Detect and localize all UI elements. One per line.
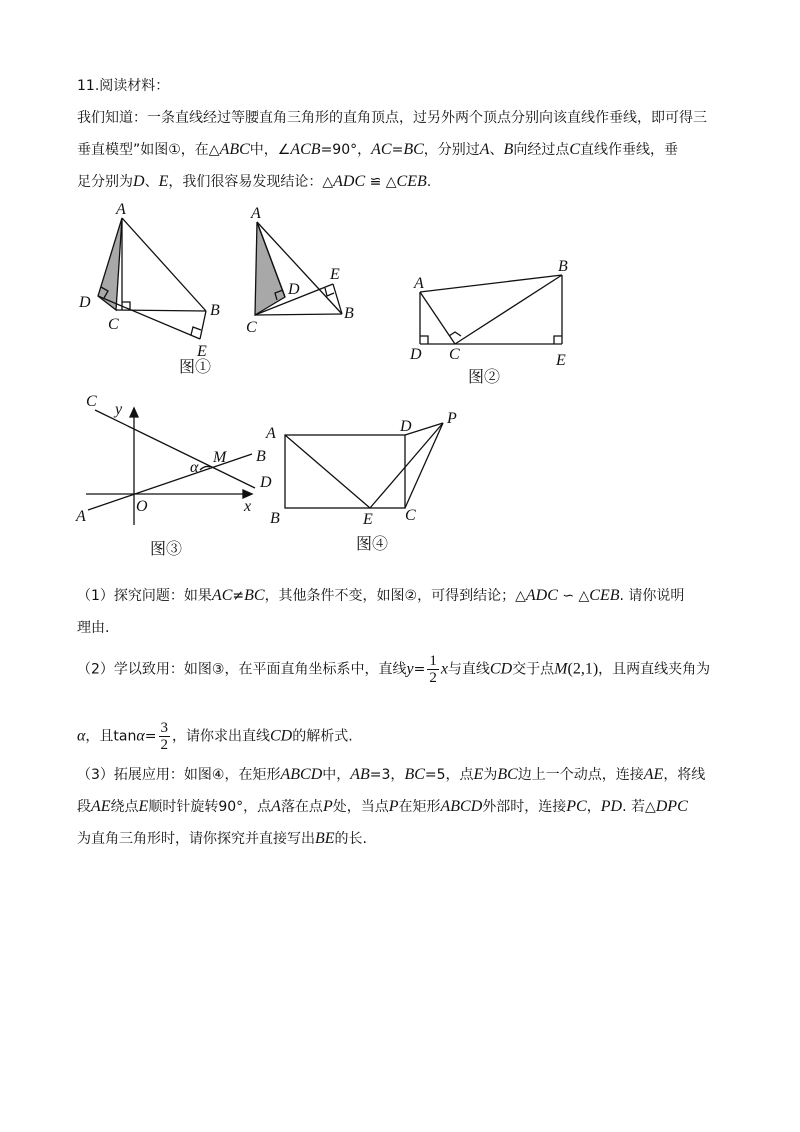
q1-line-2: 理由. <box>77 620 110 636</box>
fig3-label-d: D <box>260 474 272 491</box>
q2-line-1: （2）学以致用：如图③，在平面直角坐标系中，直线y= $\frac{1}{2}$ x与直线CD交于点M(2,1)，且两直线夹角为 <box>77 653 711 686</box>
fig3-label-x: x <box>244 498 252 515</box>
figure-4 <box>285 423 443 508</box>
q3-line-1: （3）拓展应用：如图④，在矩形ABCD中，AB=3，BC=5，点E为BC边上一个动点，连接AE，将线 <box>77 766 706 783</box>
fig3-label-a: A <box>76 508 86 525</box>
fig3-caption: 图③ <box>150 541 183 558</box>
fig1b-label-d: D <box>288 281 300 298</box>
fig3-label-c: C <box>86 393 97 410</box>
fig1b-label-a: A <box>251 205 261 222</box>
fig1b-label-b: B <box>344 305 354 322</box>
fig1-label-b: B <box>210 302 220 319</box>
figure-1b <box>255 222 342 315</box>
fig4-label-a: A <box>266 425 276 442</box>
fig3-label-alpha: α <box>190 459 199 476</box>
fig4-label-d: D <box>400 418 412 435</box>
fig2-label-a: A <box>414 275 424 292</box>
fig3-label-o: O <box>136 498 148 515</box>
fig4-label-e: E <box>363 511 373 528</box>
fig2-label-e: E <box>556 352 566 369</box>
intro-line-3: 足分别为D、E，我们很容易发现结论：△ADC ≌ △CEB. <box>77 173 432 190</box>
fig2-label-d: D <box>410 346 422 363</box>
fig4-caption: 图④ <box>356 536 389 553</box>
q2-line-2: α，且tanα= $\frac{3}{2}$ ，请你求出直线CD的解析式. <box>77 720 353 753</box>
fig1b-label-e: E <box>330 266 340 283</box>
fig4-label-p: P <box>447 410 457 427</box>
fig1-label-a: A <box>116 201 126 218</box>
intro-line-1: 我们知道：一条直线经过等腰直角三角形的直角顶点，过另外两个顶点分别向该直线作垂线，即可得三 <box>77 110 707 126</box>
fig2-label-c: C <box>449 346 460 363</box>
fig2-caption: 图② <box>468 369 501 386</box>
fig3-label-y: y <box>115 401 123 418</box>
intro-line-2: 垂直模型”如图①，在△ABC中，∠ACB=90°，AC=BC，分别过A、B向经过点C直线作垂线，垂 <box>77 141 678 158</box>
fig1-caption: 图① <box>179 359 212 376</box>
figure-2 <box>420 275 562 344</box>
figure-3 <box>86 408 255 525</box>
problem-title: 11.阅读材料： <box>77 78 170 94</box>
fraction-three-halves: $\frac{3}{2}$ <box>160 720 168 753</box>
fig1-label-d: D <box>79 294 91 311</box>
fig3-label-m: M <box>213 449 227 466</box>
fig1-label-e: E <box>197 343 207 360</box>
q3-line-2: 段AE绕点E顺时针旋转90°，点A落在点P处，当点P在矩形ABCD外部时，连接PC，PD. 若△DPC <box>77 798 688 815</box>
fig3-label-b: B <box>256 448 266 465</box>
fig2-label-b: B <box>558 258 568 275</box>
fig4-label-c: C <box>405 507 416 524</box>
fraction-one-half: $\frac{1}{2}$ <box>429 653 437 686</box>
q1-line-1: （1）探究问题：如果AC≠BC，其他条件不变，如图②，可得到结论；△ADC ∽ △CEB. 请你说明 <box>77 587 685 604</box>
q3-line-3: 为直角三角形时，请你探究并直接写出BE的长. <box>77 830 367 847</box>
fig1-label-c: C <box>108 316 119 333</box>
fig4-label-b: B <box>270 510 280 527</box>
fig1b-label-c: C <box>246 319 257 336</box>
